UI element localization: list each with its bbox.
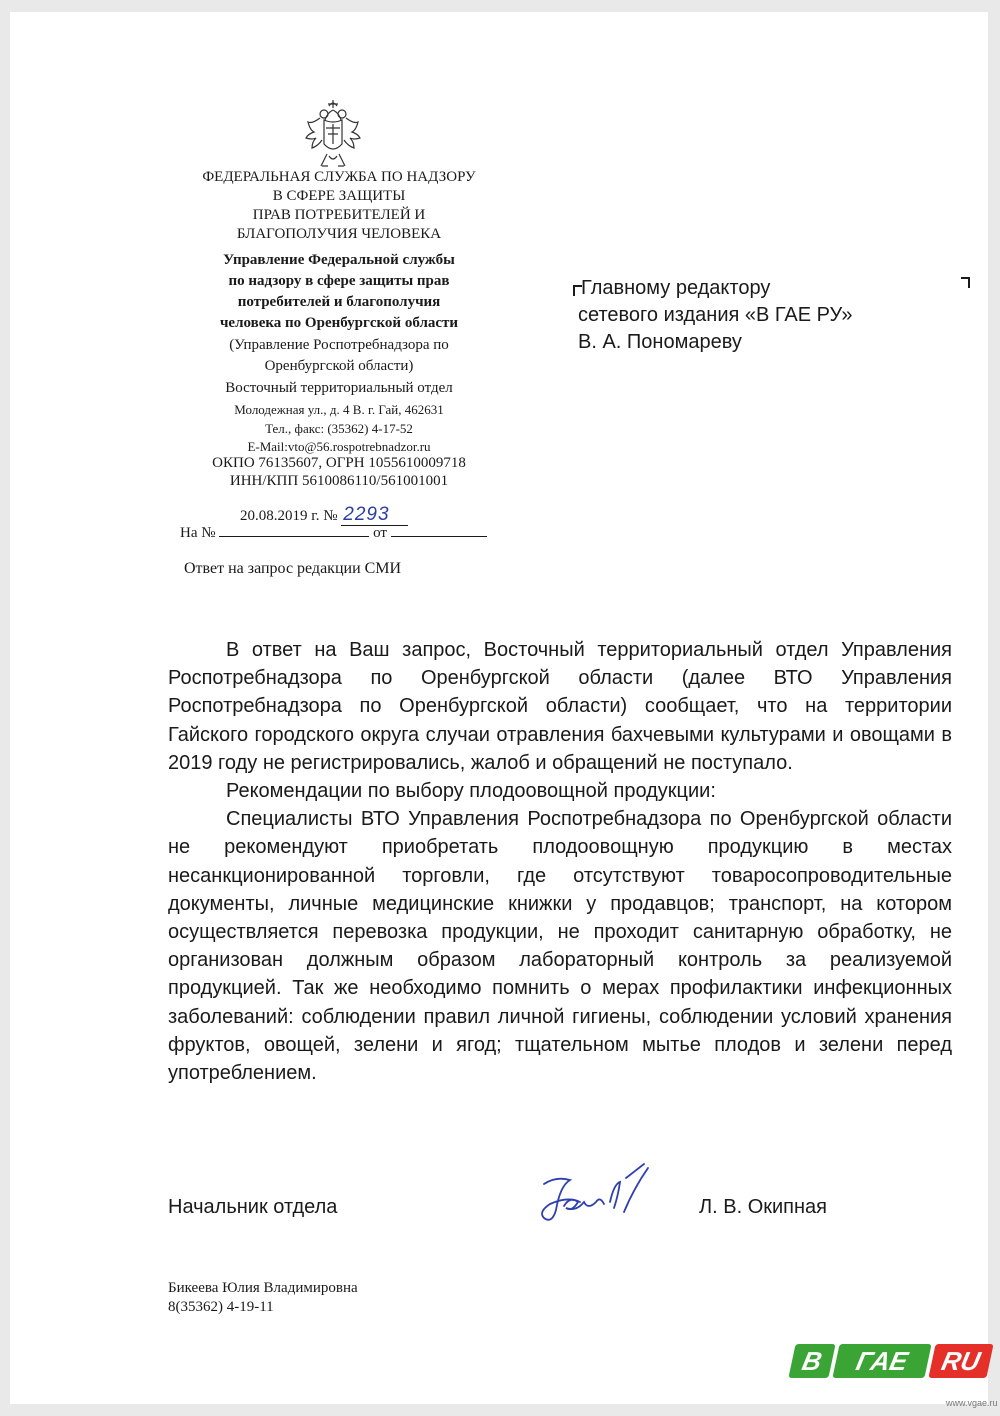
body-paragraph: Специалисты ВТО Управления Роспотребнадзора по Оренбургской области не рекомендуют приобретать плодоовощную продукцию в местах несанкционированной торговли, где отсутствуют товаросопроводительные документы, личные медицинские книжки у продавцов; транспорт, на котором осуществляется перевозка продукции, не проходит санитарную обработку, не организован должным образом лабораторный контроль за реализуемой продукцией. Так же необходимо помнить о мерах профилактики инфекционных заболеваний: соблюдении правил личной гигиены, соблюдении условий хранения фруктов, овощей, зелени и ягод; тщательном мытье плодов и зелени перед употреблением. [168,808,952,1085]
handwritten-signature [524,1162,664,1242]
logo-part-b: В [788,1344,835,1378]
site-logo [792,1340,990,1382]
addressee-line: сетевого издания «В ГАЕ РУ» [578,304,853,326]
office-name: Восточный территориальный отдел [225,380,453,396]
department-name-line: по надзору в сфере защиты прав [228,273,450,289]
signer-title: Начальник отдела [168,1196,338,1218]
document-page [10,12,988,1404]
agency-name-line: ФЕДЕРАЛЬНАЯ СЛУЖБА ПО НАДЗОРУ [202,169,476,185]
okpo-ogrn: ОКПО 76135607, ОГРН 1055610009718 [212,455,466,471]
executor-name: Бикеева Юлия Владимировна [168,1280,358,1296]
department-abbrev-line: Оренбургской области) [264,358,414,374]
body-paragraph: Рекомендации по выбору плодоовощной продукции: [226,780,716,803]
letter-body [168,636,952,1087]
logo-part-ru: RU [928,1344,993,1378]
logo-part-gae: ГАЕ [832,1344,931,1378]
office-address: Молодежная ул., д. 4 В. г. Гай, 462631 [234,402,444,417]
inn-kpp: ИНН/КПП 5610086110/561001001 [229,473,449,489]
addressee-line: Главному редактору [581,277,771,299]
agency-name-line: ПРАВ ПОТРЕБИТЕЛЕЙ И [252,207,426,223]
addressee-line: В. А. Пономареву [578,331,742,353]
body-paragraph: В ответ на Ваш запрос, Восточный территориальный отдел Управления Роспотребнадзора по Оренбургской области (далее ВТО Управления Роспотребнадзора по Оренбургской области) сообщает, что на территории Гайского городского округа случаи отравления бахчевыми культурами и овощами в 2019 году не регистрировались, жалоб и обращений не поступало. [168,639,952,774]
letter-subject: Ответ на запрос редакции СМИ [184,560,402,577]
agency-name-line: БЛАГОПОЛУЧИЯ ЧЕЛОВЕКА [236,226,442,242]
reply-number-blank [219,522,369,537]
reply-date-blank [391,522,487,537]
outgoing-number: 2293 [341,504,407,526]
agency-name-line: В СФЕРЕ ЗАЩИТЫ [272,188,406,204]
department-name-line: Управление Федеральной службы [223,252,455,268]
eagle-emblem-icon [302,98,364,174]
reply-to-from: от [373,525,387,541]
office-email: E-Mail:vto@56.rospotrebnadzor.ru [247,439,431,454]
department-abbrev-line: (Управление Роспотребнадзора по [229,337,449,353]
logo-url: www.vgae.ru [946,1398,998,1408]
addressee-corner-mark [961,277,970,288]
reply-to-prefix: На № [180,525,216,541]
department-name-line: человека по Оренбургской области [219,315,459,331]
department-name-line: потребителей и благополучия [237,294,441,310]
executor-phone: 8(35362) 4-19-11 [168,1299,274,1315]
signer-name: Л. В. Окипная [699,1196,827,1218]
reply-reference [180,522,487,542]
date-number-label: 20.08.2019 г. № [240,508,338,524]
office-phone: Тел., факс: (35362) 4-17-52 [265,421,413,436]
